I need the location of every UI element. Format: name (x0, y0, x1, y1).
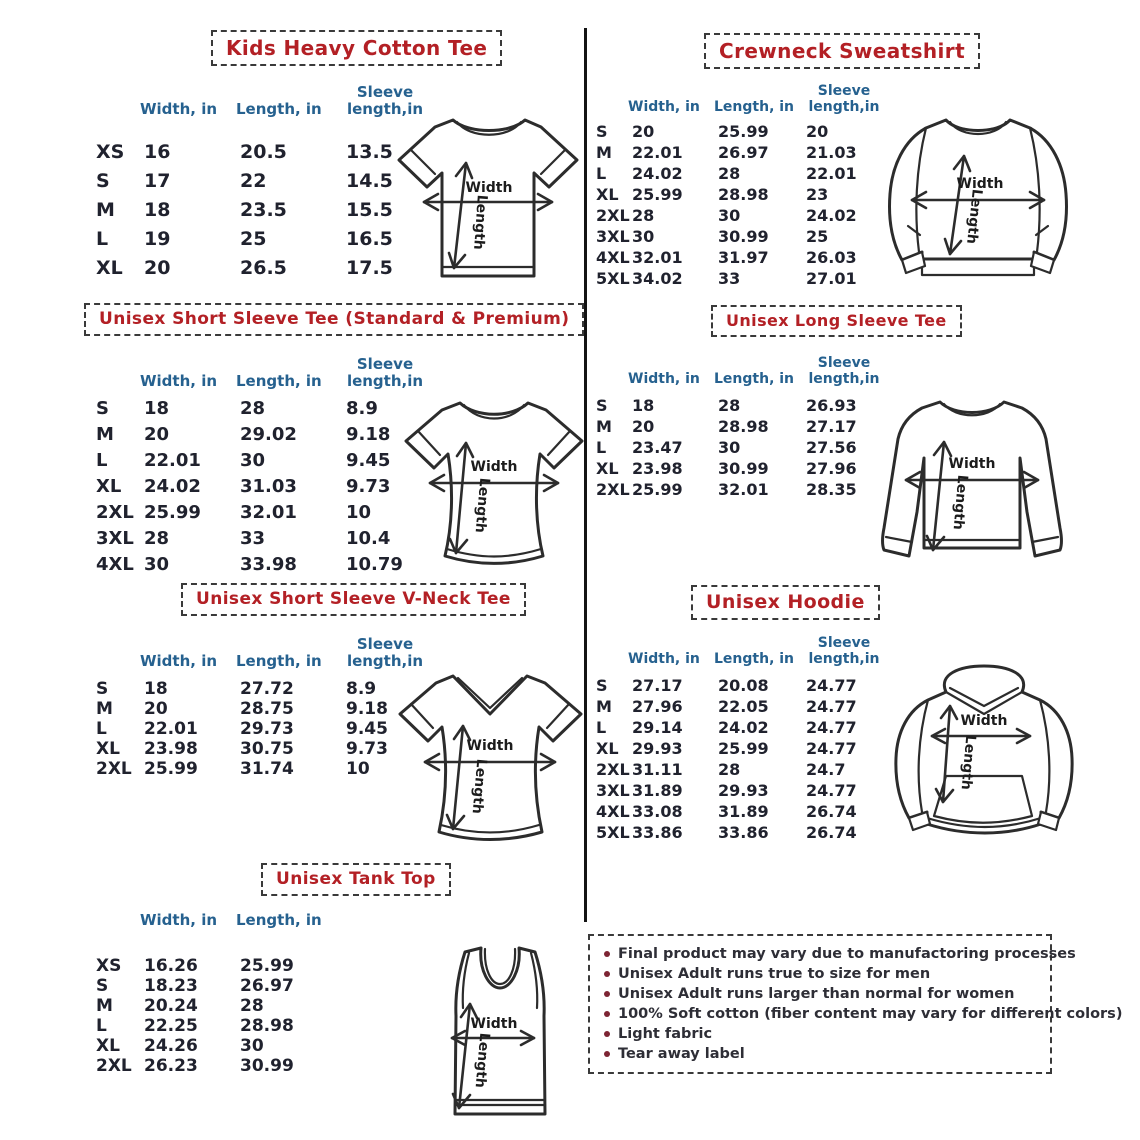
measurement-value: 27.96 (806, 459, 857, 479)
measurement-value: 28.75 (240, 698, 294, 719)
measurement-value: 23.98 (144, 738, 198, 759)
size-label: L (96, 450, 108, 472)
section-title-short-sleeve-tee: Unisex Short Sleeve Tee (Standard & Premium) (84, 303, 584, 336)
measurement-value: 18 (144, 678, 168, 699)
column-header: Sleeve length,in (346, 83, 424, 118)
size-label: L (596, 164, 607, 184)
measurement-value: 20 (144, 257, 171, 280)
section-title-long-sleeve-tee: Unisex Long Sleeve Tee (711, 305, 962, 337)
size-table-v-neck-tee (96, 636, 430, 779)
measurement-value: 24.77 (806, 718, 857, 738)
column-header: Length, in (714, 650, 795, 667)
measurement-value: 20 (144, 698, 168, 719)
measurement-value: 31.89 (718, 802, 769, 822)
size-table-short-sleeve-tee (96, 356, 430, 578)
size-label: XL (96, 476, 122, 498)
measurement-value: 31.97 (718, 248, 769, 268)
measurement-value: 33 (718, 269, 741, 289)
measurement-value: 25.99 (632, 480, 683, 500)
size-label: M (596, 143, 612, 163)
measurement-value: 26.74 (806, 802, 857, 822)
length-label: Length (471, 1032, 493, 1089)
section-title-kids-tee: Kids Heavy Cotton Tee (211, 30, 502, 66)
measurement-value: 33.08 (632, 802, 683, 822)
measurement-value: 27.17 (632, 676, 683, 696)
bullet-dot (604, 1011, 610, 1017)
measurement-value: 31.89 (632, 781, 683, 801)
size-label: 2XL (596, 480, 630, 500)
column-header: Sleeve length,in (808, 83, 880, 115)
size-label: M (596, 697, 612, 717)
size-label: S (96, 170, 110, 193)
note-item (604, 1046, 1036, 1062)
size-label: 2XL (596, 206, 630, 226)
measurement-value: 24.02 (806, 206, 857, 226)
column-header: Width, in (140, 99, 218, 118)
measurement-value: 22.01 (144, 450, 201, 472)
measurement-value: 32.01 (240, 502, 297, 524)
measurement-value: 33 (240, 528, 266, 550)
measurement-value: 28 (718, 164, 741, 184)
column-header: Width, in (140, 911, 218, 929)
measurement-value: 31.74 (240, 758, 294, 779)
width-label: Width (466, 738, 514, 754)
sweatshirt-illustration (866, 108, 1090, 292)
column-header: Width, in (140, 651, 218, 670)
note-text: Unisex Adult runs true to size for men (618, 966, 931, 982)
long-sleeve-tee-illustration (870, 392, 1090, 578)
width-label: Width (960, 713, 1008, 729)
measurement-value: 29.02 (240, 424, 297, 446)
measurement-value: 29.14 (632, 718, 683, 738)
measurement-value: 9.18 (346, 424, 391, 446)
note-item (604, 986, 1036, 1002)
size-table-hoodie (596, 636, 888, 843)
note-item (604, 946, 1076, 962)
measurement-value: 16 (144, 141, 171, 164)
bullet-dot (604, 951, 610, 957)
measurement-value: 34.02 (632, 269, 683, 289)
v-neck-tee-illustration (397, 666, 583, 852)
measurement-value: 8.9 (346, 678, 377, 699)
size-label: 4XL (596, 802, 630, 822)
measurement-value: 20.24 (144, 995, 198, 1016)
column-header: Length, in (714, 98, 795, 115)
measurement-value: 31.11 (632, 760, 683, 780)
bullet-dot (604, 1031, 610, 1037)
measurement-value: 20.08 (718, 676, 769, 696)
measurement-value: 28 (240, 995, 264, 1016)
column-header: Width, in (628, 370, 700, 387)
note-text: Tear away label (618, 1046, 745, 1062)
measurement-value: 22.01 (806, 164, 857, 184)
width-label: Width (948, 456, 996, 472)
measurement-value: 9.45 (346, 450, 391, 472)
measurement-value: 28 (632, 206, 655, 226)
measurement-value: 30 (240, 1035, 264, 1056)
measurement-value: 33.86 (718, 823, 769, 843)
measurement-value: 28 (718, 760, 741, 780)
size-label: 2XL (96, 502, 134, 524)
tee-illustration (390, 110, 586, 292)
column-header: Length, in (236, 371, 322, 390)
measurement-value: 23.98 (632, 459, 683, 479)
measurement-value: 16.26 (144, 955, 198, 976)
measurement-value: 24.02 (144, 476, 201, 498)
note-item (604, 1006, 1123, 1022)
measurement-value: 10 (346, 502, 372, 524)
size-table-tank-top (96, 912, 360, 1076)
measurement-value: 26.03 (806, 248, 857, 268)
width-label: Width (470, 1016, 518, 1032)
measurement-value: 15.5 (346, 199, 393, 222)
measurement-value: 30.75 (240, 738, 294, 759)
measurement-value: 28.98 (718, 185, 769, 205)
measurement-value: 22 (240, 170, 267, 193)
size-label: L (96, 228, 109, 251)
note-item (604, 966, 1036, 982)
measurement-value: 24.02 (632, 164, 683, 184)
column-header: Sleeve length,in (346, 355, 424, 390)
column-header: Width, in (628, 98, 700, 115)
measurement-value: 20 (632, 417, 655, 437)
measurement-value: 17.5 (346, 257, 393, 280)
size-label: XS (96, 141, 125, 164)
measurement-value: 9.73 (346, 738, 388, 759)
measurement-value: 30.99 (240, 1055, 294, 1076)
measurement-value: 20 (806, 122, 829, 142)
measurement-value: 21.03 (806, 143, 857, 163)
section-title-tank-top: Unisex Tank Top (261, 863, 451, 896)
section-title-crewneck: Crewneck Sweatshirt (704, 33, 980, 69)
measurement-value: 28.98 (240, 1015, 294, 1036)
measurement-value: 26.23 (144, 1055, 198, 1076)
size-label: XS (96, 955, 122, 976)
measurement-value: 16.5 (346, 228, 393, 251)
size-label: S (96, 975, 109, 996)
measurement-value: 9.73 (346, 476, 391, 498)
size-label: XL (596, 459, 619, 479)
measurement-value: 25.99 (144, 502, 201, 524)
tee-illustration (402, 393, 586, 575)
measurement-value: 24.77 (806, 697, 857, 717)
size-label: 4XL (596, 248, 630, 268)
measurement-value: 29.73 (240, 718, 294, 739)
measurement-value: 28 (144, 528, 170, 550)
measurement-value: 10.79 (346, 554, 403, 576)
measurement-value: 30.99 (718, 459, 769, 479)
measurement-value: 30 (718, 438, 741, 458)
section-title-v-neck-tee: Unisex Short Sleeve V-Neck Tee (181, 583, 526, 616)
measurement-value: 10.4 (346, 528, 391, 550)
measurement-value: 20 (632, 122, 655, 142)
measurement-value: 27.72 (240, 678, 294, 699)
measurement-value: 18 (144, 398, 170, 420)
size-label: 3XL (596, 781, 630, 801)
length-label: Length (957, 734, 979, 791)
measurement-value: 24.77 (806, 781, 857, 801)
size-label: 3XL (96, 528, 134, 550)
measurement-value: 22.05 (718, 697, 769, 717)
measurement-value: 30 (240, 450, 266, 472)
size-label: L (96, 1015, 107, 1036)
column-header: Length, in (236, 911, 322, 929)
measurement-value: 25.99 (240, 955, 294, 976)
tank-top-illustration (416, 942, 582, 1132)
column-header: Sleeve length,in (808, 635, 880, 667)
measurement-value: 32.01 (632, 248, 683, 268)
size-label: S (96, 678, 109, 699)
column-header: Width, in (628, 650, 700, 667)
measurement-value: 25 (240, 228, 267, 251)
measurement-value: 23.47 (632, 438, 683, 458)
size-label: S (596, 122, 608, 142)
size-label: S (596, 396, 608, 416)
size-label: XL (96, 1035, 120, 1056)
size-label: 5XL (596, 269, 630, 289)
measurement-value: 30.99 (718, 227, 769, 247)
measurement-value: 9.45 (346, 718, 388, 739)
measurement-value: 9.18 (346, 698, 388, 719)
measurement-value: 26.97 (240, 975, 294, 996)
measurement-value: 32.01 (718, 480, 769, 500)
measurement-value: 31.03 (240, 476, 297, 498)
note-item (604, 1026, 1036, 1042)
measurement-value: 29.93 (718, 781, 769, 801)
measurement-value: 28 (718, 396, 741, 416)
measurement-value: 30 (144, 554, 170, 576)
size-label: 5XL (596, 823, 630, 843)
measurement-value: 17 (144, 170, 171, 193)
measurement-value: 33.86 (632, 823, 683, 843)
measurement-value: 24.26 (144, 1035, 198, 1056)
measurement-value: 23 (806, 185, 829, 205)
measurement-value: 8.9 (346, 398, 378, 420)
note-text: Light fabric (618, 1026, 713, 1042)
measurement-value: 27.01 (806, 269, 857, 289)
size-table-crewneck (596, 84, 888, 289)
measurement-value: 26.5 (240, 257, 287, 280)
size-label: XL (596, 739, 619, 759)
measurement-value: 28 (240, 398, 266, 420)
note-text: 100% Soft cotton (fiber content may vary for different colors) (618, 1006, 1123, 1022)
measurement-value: 27.17 (806, 417, 857, 437)
measurement-value: 23.5 (240, 199, 287, 222)
measurement-value: 13.5 (346, 141, 393, 164)
measurement-value: 28.35 (806, 480, 857, 500)
size-table-long-sleeve-tee (596, 356, 888, 500)
measurement-value: 26.93 (806, 396, 857, 416)
width-label: Width (956, 176, 1004, 192)
measurement-value: 25.99 (718, 122, 769, 142)
size-label: L (96, 718, 107, 739)
measurement-value: 33.98 (240, 554, 297, 576)
measurement-value: 19 (144, 228, 171, 251)
measurement-value: 20 (144, 424, 170, 446)
length-label: Length (468, 758, 490, 815)
measurement-value: 25 (806, 227, 829, 247)
size-label: 3XL (596, 227, 630, 247)
measurement-value: 22.25 (144, 1015, 198, 1036)
note-text: Final product may vary due to manufactoring processes (618, 946, 1076, 962)
section-title-hoodie: Unisex Hoodie (691, 585, 880, 620)
measurement-value: 24.02 (718, 718, 769, 738)
column-header: Sleeve length,in (346, 635, 424, 670)
size-label: M (96, 199, 115, 222)
measurement-value: 26.97 (718, 143, 769, 163)
size-label: L (596, 718, 607, 738)
measurement-value: 27.96 (632, 697, 683, 717)
bullet-dot (604, 1051, 610, 1057)
column-header: Sleeve length,in (808, 355, 880, 387)
size-label: L (596, 438, 607, 458)
size-label: 2XL (596, 760, 630, 780)
size-label: XL (96, 257, 123, 280)
size-label: XL (96, 738, 120, 759)
measurement-value: 18 (632, 396, 655, 416)
size-table-kids-tee (96, 84, 430, 283)
measurement-value: 22.01 (632, 143, 683, 163)
size-label: M (96, 424, 114, 446)
size-label: M (96, 995, 113, 1016)
size-label: 2XL (96, 1055, 132, 1076)
product-notes-box (588, 934, 1123, 1074)
size-label: 4XL (96, 554, 134, 576)
bullet-dot (604, 991, 610, 997)
column-header: Length, in (236, 651, 322, 670)
measurement-value: 26.74 (806, 823, 857, 843)
length-label: Length (470, 194, 490, 251)
size-label: M (596, 417, 612, 437)
measurement-value: 30 (718, 206, 741, 226)
size-label: M (96, 698, 113, 719)
measurement-value: 30 (632, 227, 655, 247)
measurement-value: 24.7 (806, 760, 846, 780)
measurement-value: 25.99 (718, 739, 769, 759)
measurement-value: 18 (144, 199, 171, 222)
column-header: Width, in (140, 371, 218, 390)
measurement-value: 29.93 (632, 739, 683, 759)
length-label: Length (471, 477, 493, 534)
width-label: Width (465, 180, 513, 196)
measurement-value: 27.56 (806, 438, 857, 458)
measurement-value: 14.5 (346, 170, 393, 193)
size-label: S (96, 398, 109, 420)
size-label: S (596, 676, 608, 696)
size-label: XL (596, 185, 619, 205)
hoodie-illustration (880, 662, 1096, 854)
bullet-dot (604, 971, 610, 977)
measurement-value: 22.01 (144, 718, 198, 739)
measurement-value: 24.77 (806, 739, 857, 759)
measurement-value: 18.23 (144, 975, 198, 996)
measurement-value: 28.98 (718, 417, 769, 437)
length-label: Length (963, 188, 985, 245)
length-label: Length (949, 474, 971, 531)
width-label: Width (470, 459, 518, 475)
measurement-value: 24.77 (806, 676, 857, 696)
measurement-value: 25.99 (144, 758, 198, 779)
measurement-value: 10 (346, 758, 370, 779)
size-label: 2XL (96, 758, 132, 779)
column-header: Length, in (236, 99, 322, 118)
column-header: Length, in (714, 370, 795, 387)
measurement-value: 25.99 (632, 185, 683, 205)
measurement-value: 20.5 (240, 141, 287, 164)
note-text: Unisex Adult runs larger than normal for women (618, 986, 1015, 1002)
